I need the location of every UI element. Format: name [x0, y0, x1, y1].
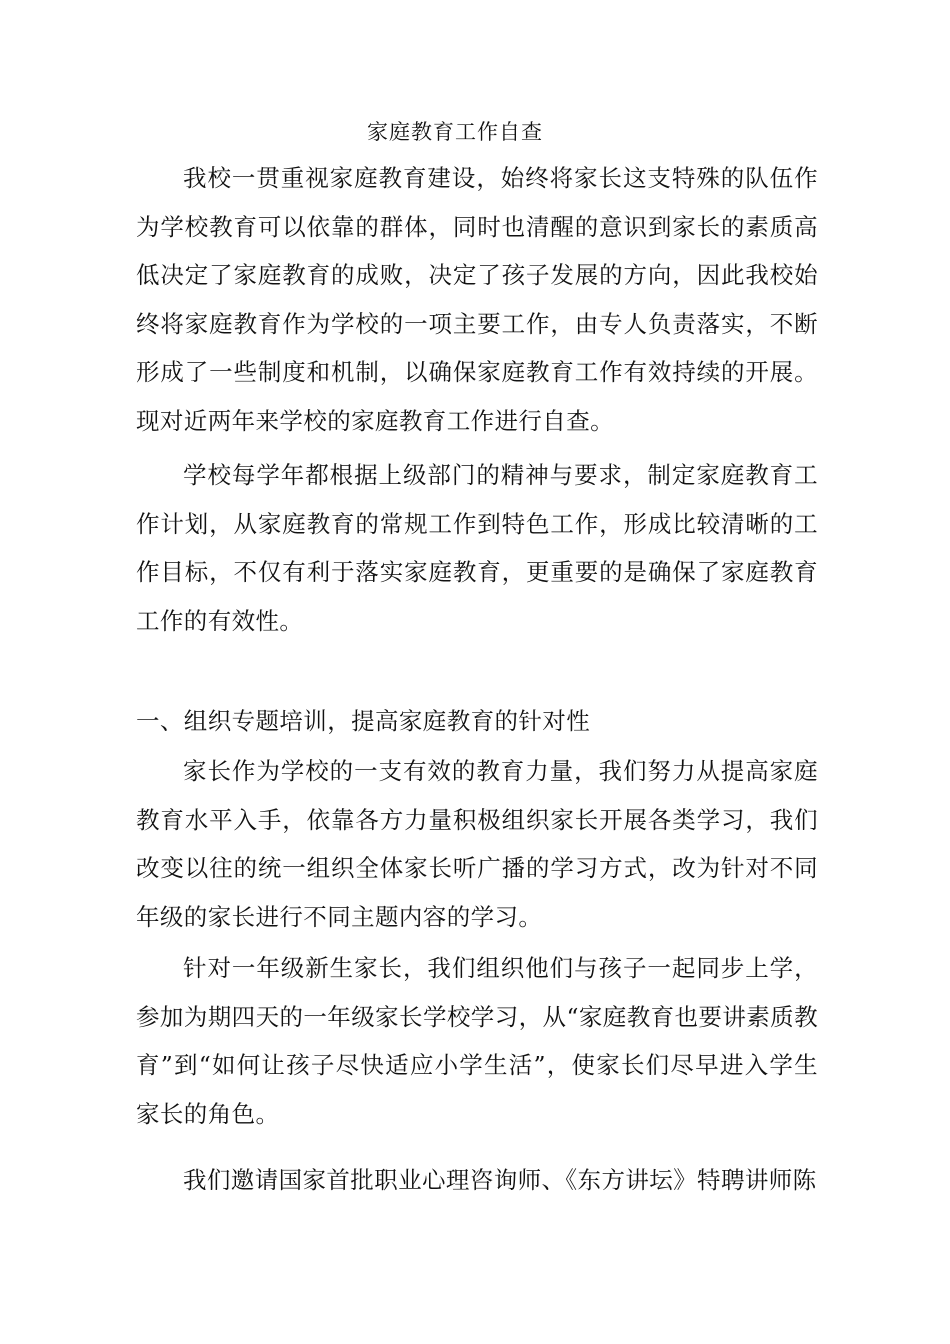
section-paragraph-invited-speaker: 我们邀请国家首批职业心理咨询师、《东方讲坛》特聘讲师陈: [183, 1166, 817, 1194]
section-paragraph-training: 家长作为学校的一支有效的教育力量，我们努力从提高家庭教育水平入手，依靠各方力量积极组织家长开展各类学习，我们改变以往的统一组织全体家长听广播的学习方式，改为针对不同年级的家长进行不同主题内容的学习。: [136, 757, 818, 931]
section-heading: 一、组织专题培训，提高家庭教育的针对性: [136, 707, 591, 735]
intro-paragraph: 我校一贯重视家庭教育建设，始终将家长这支特殊的队伍作为学校教育可以依靠的群体，同时也清醒的意识到家长的素质高低决定了家庭教育的成败，决定了孩子发展的方向，因此我校始终将家庭教育作为学校的一项主要工作，由专人负责落实，不断形成了一些制度和机制，以确保家庭教育工作有效持续的开展。现对近两年来学校的家庭教育工作进行自查。: [136, 164, 818, 435]
section-paragraph-first-grade: 针对一年级新生家长，我们组织他们与孩子一起同步上学，参加为期四天的一年级家长学校学习，从“家庭教育也要讲素质教育”到“如何让孩子尽快适应小学生活”，使家长们尽早进入学生家长的角色。: [136, 954, 818, 1128]
plan-paragraph: 学校每学年都根据上级部门的精神与要求，制定家庭教育工作计划，从家庭教育的常规工作到特色工作，形成比较清晰的工作目标，不仅有利于落实家庭教育，更重要的是确保了家庭教育工作的有效性。: [136, 461, 818, 635]
document-title: 家庭教育工作自查: [367, 120, 543, 144]
